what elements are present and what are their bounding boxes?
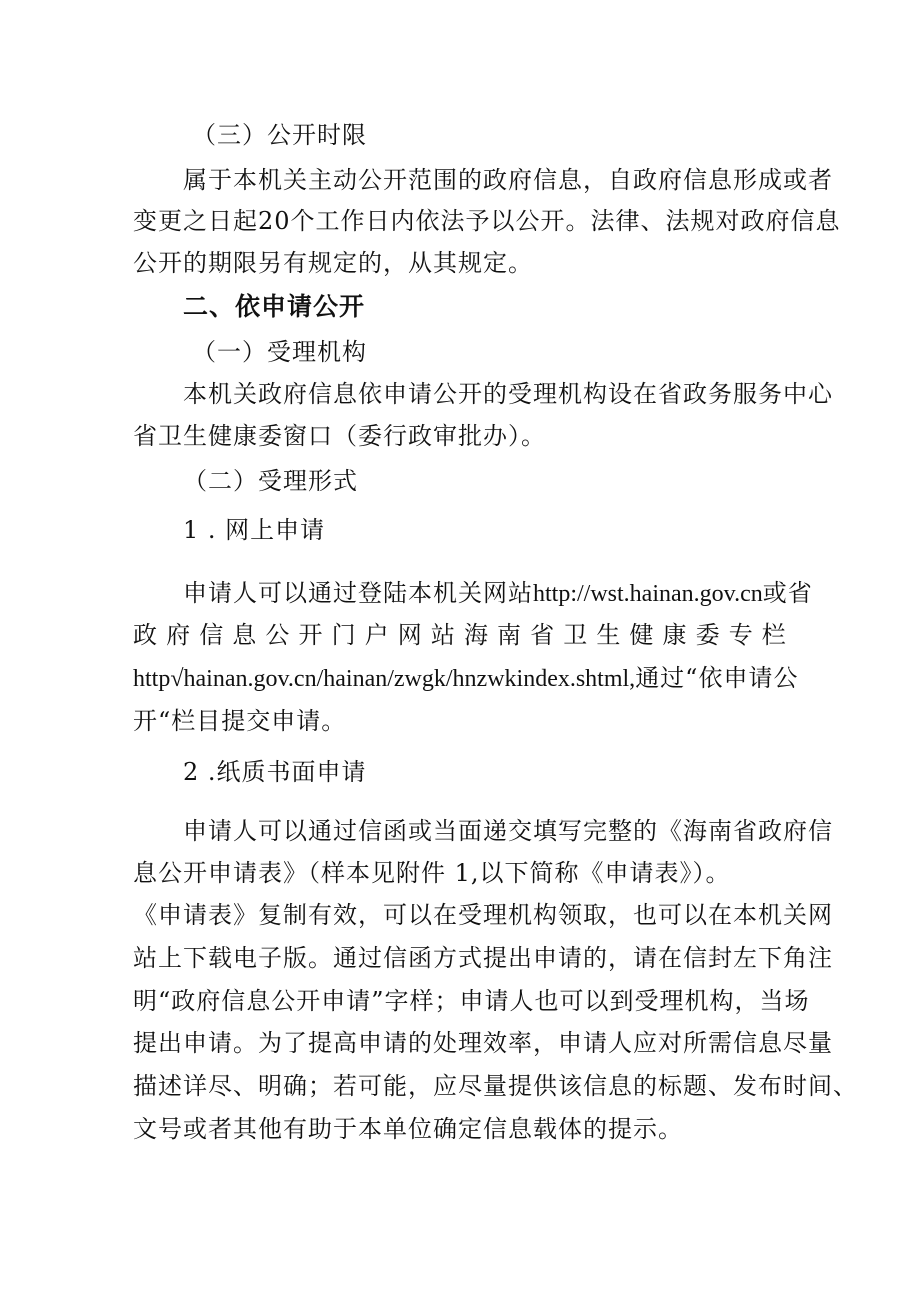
justified-char: 户 — [364, 621, 389, 649]
justified-char: 健 — [629, 621, 654, 649]
paragraph-text: 申请人可以通过登陆本机关网站 — [183, 579, 533, 607]
justified-char: 站 — [430, 621, 455, 649]
paragraph-line: 开“栏目提交申请。 — [133, 707, 347, 735]
paragraph-line: 息公开申请表》（样本见附件 1,以下简称《申请表》）。 — [133, 859, 731, 887]
subsection-title-office: （一）受理机构 — [192, 338, 367, 366]
paragraph-line: 属于本机关主动公开范围的政府信息，自政府信息形成或者 — [183, 166, 833, 194]
justified-char: 卫 — [563, 621, 588, 649]
list-item-title-paper: 2 .纸质书面申请 — [183, 758, 367, 786]
portal-url[interactable]: http√hainan.gov.cn/hainan/zwgk/hnzwkindex.shtml, — [133, 666, 636, 692]
justified-char: 公 — [265, 621, 290, 649]
justified-paragraph-line — [133, 620, 786, 650]
justified-char: 栏 — [761, 621, 786, 649]
paragraph-line: 文号或者其他有助于本单位确定信息载体的提示。 — [133, 1115, 683, 1143]
part-heading-on-request: 二、依申请公开 — [183, 292, 366, 321]
section-title-time-limit: （三）公开时限 — [192, 121, 367, 149]
justified-char: 息 — [232, 621, 257, 649]
paragraph-line — [183, 578, 813, 609]
list-item-title-online: 1 . 网上申请 — [183, 516, 326, 544]
paragraph-line: 本机关政府信息依申请公开的受理机构设在省政务服务中心 — [183, 380, 833, 408]
justified-char: 府 — [166, 621, 191, 649]
paragraph-line: 省卫生健康委窗口（委行政审批办）。 — [133, 422, 546, 450]
paragraph-text: 或省 — [762, 579, 813, 607]
paragraph-line: 申请人可以通过信函或当面递交填写完整的《海南省政府信 — [183, 817, 833, 845]
justified-char: 信 — [199, 621, 224, 649]
paragraph-line: 描述详尽、明确；若可能，应尽量提供该信息的标题、发布时间、 — [133, 1072, 858, 1100]
justified-char: 政 — [133, 621, 157, 649]
justified-char: 专 — [728, 621, 753, 649]
paragraph-line: 《申请表》复制有效，可以在受理机构领取，也可以在本机关网 — [133, 901, 833, 929]
paragraph-line: 明“政府信息公开申请”字样；申请人也可以到受理机构，当场 — [133, 987, 810, 1015]
paragraph-line: 变更之日起20个工作日内依法予以公开。法律、法规对政府信息 — [133, 207, 841, 235]
justified-char: 委 — [695, 621, 720, 649]
justified-char: 省 — [530, 621, 555, 649]
paragraph-line — [133, 663, 798, 694]
justified-char: 开 — [298, 621, 323, 649]
justified-char: 门 — [331, 621, 356, 649]
justified-char: 生 — [596, 621, 621, 649]
paragraph-line: 站上下载电子版。通过信函方式提出申请的，请在信封左下角注 — [133, 944, 833, 972]
justified-char: 网 — [397, 621, 422, 649]
justified-char: 康 — [662, 621, 687, 649]
paragraph-line: 提出申请。为了提高申请的处理效率，申请人应对所需信息尽量 — [133, 1029, 833, 1057]
paragraph-line: 公开的期限另有规定的，从其规定。 — [133, 249, 533, 277]
website-url[interactable]: http://wst.hainan.gov.cn — [533, 581, 763, 607]
subsection-title-forms: （二）受理形式 — [183, 467, 358, 495]
justified-char: 海 — [463, 621, 488, 649]
paragraph-text: 通过“依申请公 — [635, 664, 799, 692]
justified-char: 南 — [497, 621, 522, 649]
